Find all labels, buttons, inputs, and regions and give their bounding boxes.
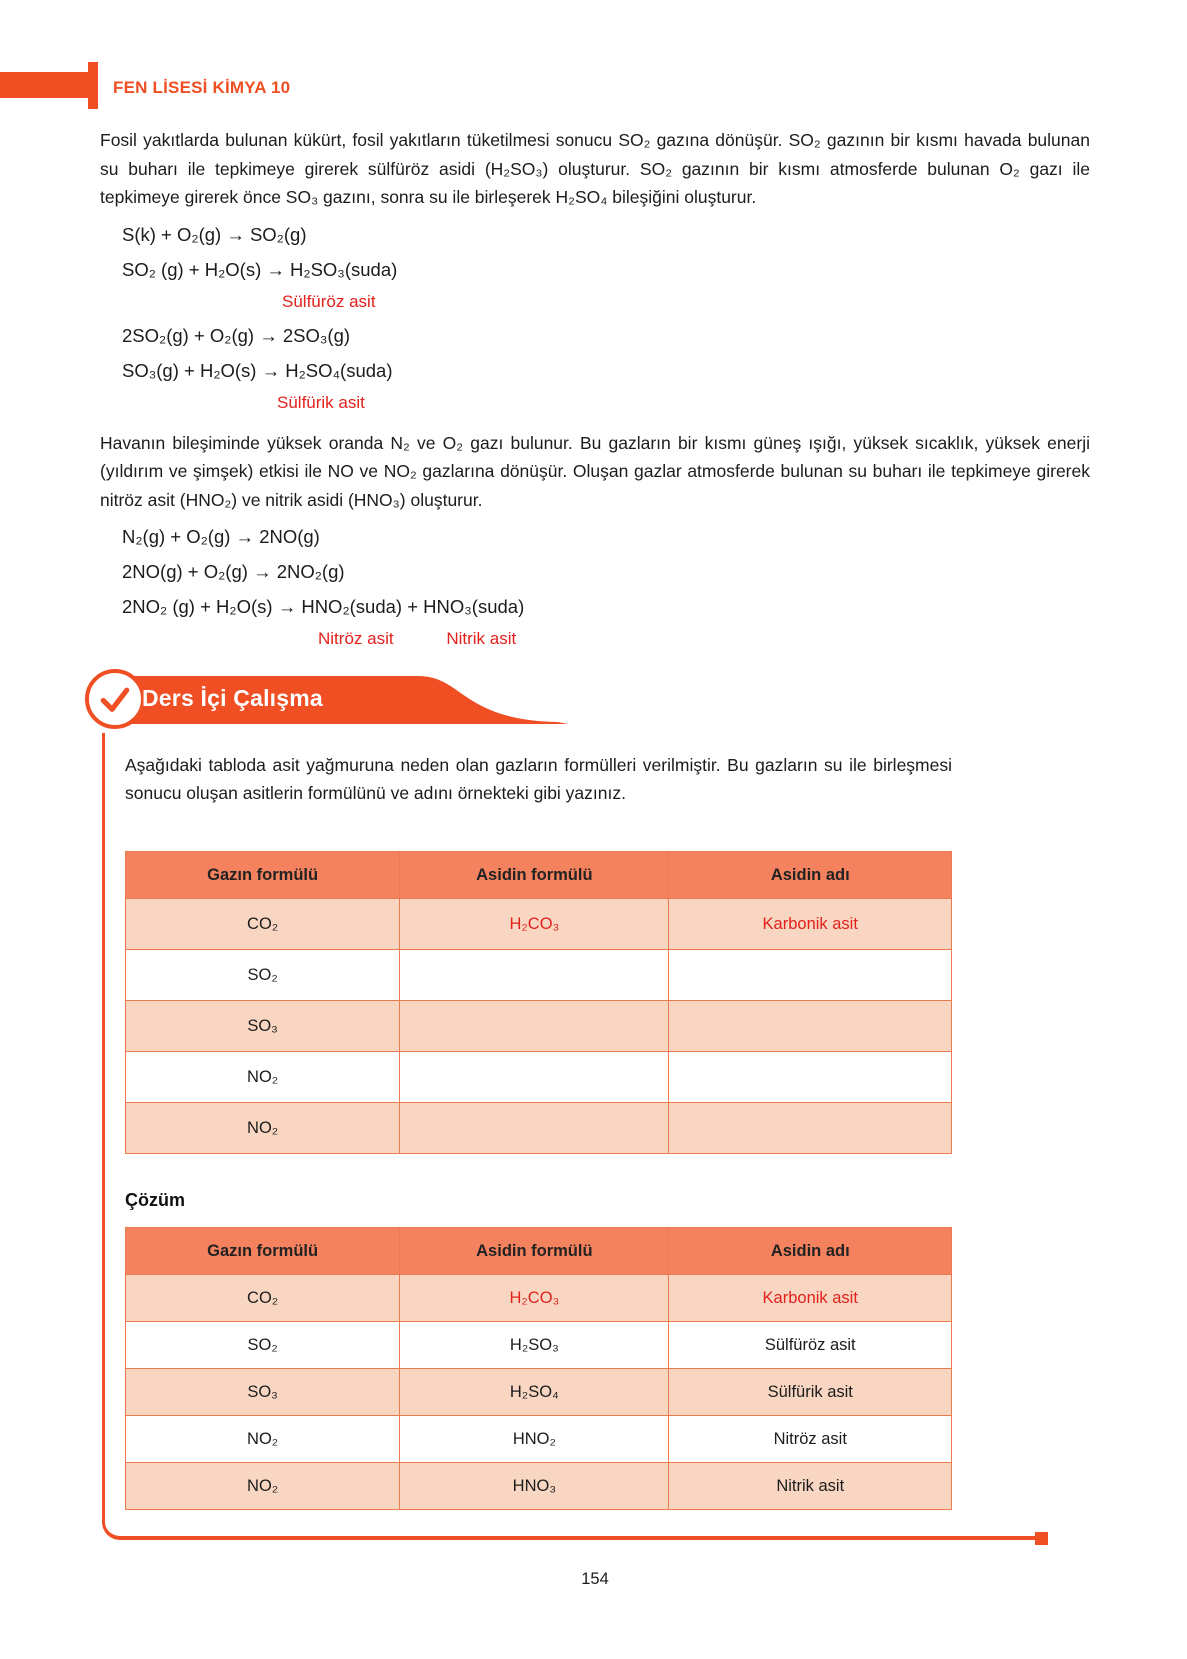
page-content <box>100 126 1090 1589</box>
table-header-row <box>126 852 952 899</box>
page-header <box>0 0 1187 112</box>
column-header: Asidin formülü <box>400 852 669 899</box>
cell-acid: H₂SO₃ <box>400 1322 669 1369</box>
equation: 2NO₂ (g) + H₂O(s) → HNO₂(suda) + HNO₃(suda) <box>122 596 525 617</box>
page-header-title: FEN LİSESİ KİMYA 10 <box>113 78 291 97</box>
column-header: Asidin formülü <box>400 1228 669 1275</box>
column-header: Asidin adı <box>669 1228 952 1275</box>
page-number: 154 <box>581 1570 609 1588</box>
header-accent-tick <box>88 62 98 109</box>
activity-box <box>102 733 1040 1540</box>
acid-name-label: Sülfürik asit <box>277 392 365 412</box>
activity-intro: Aşağıdaki tabloda asit yağmuruna neden olan gazların formülleri verilmiştir. Bu gazların su ile birleşmesi sonucu oluşan asitlerin formülünü ve adını örnekteki gibi yazınız. <box>125 755 952 803</box>
column-header: Gazın formülü <box>126 1228 400 1275</box>
cell-acid: H₂SO₄ <box>400 1369 669 1416</box>
acid-name-label: Sülfüröz asit <box>282 291 376 311</box>
table-row <box>126 1369 952 1416</box>
equation: N₂(g) + O₂(g) → 2NO(g) <box>122 526 320 547</box>
cell-acid <box>400 950 669 1001</box>
cell-name <box>669 1052 952 1103</box>
cell-gas: SO₃ <box>126 1001 400 1052</box>
cell-acid: H₂CO₃ <box>400 1275 669 1322</box>
solution-heading: Çözüm <box>125 1190 185 1210</box>
cell-gas: SO₃ <box>126 1369 400 1416</box>
cell-name: Sülfürik asit <box>669 1369 952 1416</box>
cell-name: Nitröz asit <box>669 1416 952 1463</box>
acid-name-labels <box>318 627 1090 651</box>
table-header-row <box>126 1228 952 1275</box>
paragraph-nitrogen: Havanın bileşiminde yüksek oranda N₂ ve O₂ gazı bulunur. Bu gazların bir kısmı güneş ışığı, yüksek sıcaklık, yüksek enerji (yıldırım ve şimşek) etkisi ile NO ve NO₂ gazlarına dönüşür. Oluşan gazlar atmosferde bulunan su buharı ile tepkimeye girerek nitröz asit (HNO₂) ve nitrik asidi (HNO₃) oluşturur. <box>100 432 1090 510</box>
cell-gas: CO₂ <box>126 899 400 950</box>
cell-name: Karbonik asit <box>669 1275 952 1322</box>
cell-gas: NO₂ <box>126 1416 400 1463</box>
column-header: Asidin adı <box>669 852 952 899</box>
cell-gas: CO₂ <box>126 1275 400 1322</box>
cell-acid <box>400 1103 669 1154</box>
question-table <box>125 851 952 1154</box>
cell-name: Sülfüröz asit <box>669 1322 952 1369</box>
cell-acid <box>400 1001 669 1052</box>
equation: 2SO₂(g) + O₂(g) → 2SO₃(g) <box>122 324 351 346</box>
equation-block-sulfur <box>122 222 1090 415</box>
cell-gas: NO₂ <box>126 1052 400 1103</box>
equation-block-nitrogen <box>122 524 1090 651</box>
header-accent-bar <box>0 72 97 98</box>
cell-name <box>669 1001 952 1052</box>
check-icon <box>85 669 145 729</box>
table-row <box>126 1416 952 1463</box>
equation: S(k) + O₂(g) → SO₂(g) <box>122 223 307 245</box>
cell-name <box>669 1103 952 1154</box>
solution-table <box>125 1227 952 1510</box>
table-row <box>126 1001 952 1052</box>
column-header: Gazın formülü <box>126 852 400 899</box>
cell-gas: SO₂ <box>126 950 400 1001</box>
cell-acid: H₂CO₃ <box>400 899 669 950</box>
table-row <box>126 950 952 1001</box>
cell-name: Nitrik asit <box>669 1463 952 1510</box>
table-row <box>126 1103 952 1154</box>
equation: SO₃(g) + H₂O(s) → H₂SO₄(suda) <box>122 359 393 381</box>
acid-name-label: Nitrik asit <box>446 629 517 648</box>
section-title: Ders İçi Çalışma <box>142 685 323 711</box>
cell-acid <box>400 1052 669 1103</box>
table-row <box>126 1322 952 1369</box>
cell-acid: HNO₃ <box>400 1463 669 1510</box>
equation: 2NO(g) + O₂(g) → 2NO₂(g) <box>122 561 345 582</box>
acid-name-label: Nitröz asit <box>318 629 394 648</box>
cell-name <box>669 950 952 1001</box>
paragraph-sulfur: Fosil yakıtlarda bulunan kükürt, fosil yakıtların tüketilmesi sonucu SO₂ gazına dönüşür. SO₂ gazının bir kısmı havada bulunan su buharı ile tepkimeye girerek sülfüröz asidi (H₂SO₃) oluşturur. SO₂ gazının bir kısmı atmosferde bulunan O₂ gazı ile tepkimeye girerek önce SO₃ gazını, sonra su ile birleşerek H₂SO₄ bileşiğini oluşturur. <box>100 130 1090 207</box>
cell-gas: NO₂ <box>126 1463 400 1510</box>
cell-name: Karbonik asit <box>669 899 952 950</box>
section-banner <box>85 669 1090 733</box>
table-row <box>126 1052 952 1103</box>
border-end-square <box>1035 1532 1048 1545</box>
table-row <box>126 1463 952 1510</box>
table-row <box>126 1275 952 1322</box>
equation: SO₂ (g) + H₂O(s) → H₂SO₃(suda) <box>122 258 398 280</box>
cell-gas: NO₂ <box>126 1103 400 1154</box>
cell-gas: SO₂ <box>126 1322 400 1369</box>
cell-acid: HNO₂ <box>400 1416 669 1463</box>
table-row <box>126 899 952 950</box>
